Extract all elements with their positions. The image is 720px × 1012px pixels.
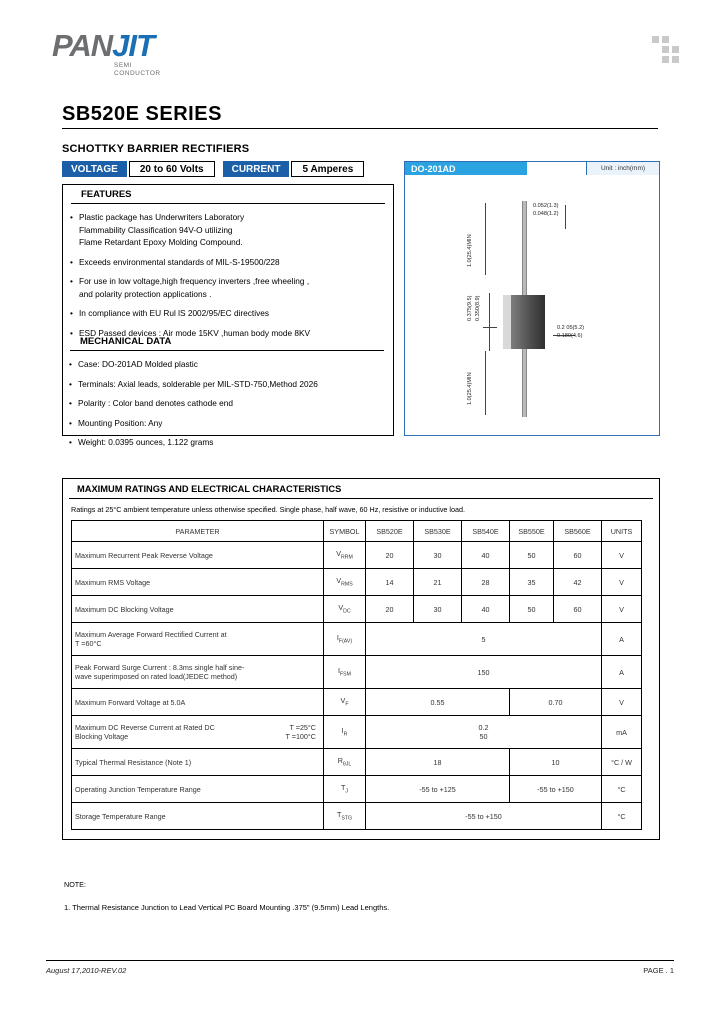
cell-value: 28 [462, 569, 510, 596]
cell-value: 20 [366, 596, 414, 623]
mechanical-item: • Polarity : Color band denotes cathode end [62, 397, 392, 410]
cell-value: 50 [510, 542, 554, 569]
cathode-band [503, 295, 511, 349]
cell-units: V [602, 596, 642, 623]
cell-value: 30 [414, 596, 462, 623]
mechanical-item: • Case: DO-201AD Molded plastic [62, 358, 392, 371]
current-value: 5 Amperes [291, 161, 364, 177]
table-row [72, 689, 642, 716]
mechanical-item: • Terminals: Axial leads, solderable per MIL-STD-750,Method 2026 [62, 378, 392, 391]
feature-item: • ESD Passed devices : Air mode 15KV ,human body mode 8KV [63, 327, 393, 340]
param-name: Maximum RMS Voltage [72, 569, 324, 596]
voltage-label: VOLTAGE [62, 161, 127, 177]
cell-value-span: -55 to +150 [366, 803, 602, 830]
cell-value: 10 [510, 749, 602, 776]
logo-subtext: SEMI CONDUCTOR [114, 62, 161, 77]
footer-divider [46, 960, 674, 961]
note-text: 1. Thermal Resistance Junction to Lead Vertical PC Board Mounting .375" (9.5mm) Lead Lengths. [64, 903, 390, 912]
feature-item-cont: Flammability Classification 94V-O utilizing [79, 224, 233, 235]
document-subtitle: SCHOTTKY BARRIER RECTIFIERS [62, 143, 250, 155]
dim-left-mid-1: 0.375(9.5) [467, 295, 473, 321]
dim-left-top: 1.0(25.4)MIN [467, 234, 473, 267]
ratings-box [62, 478, 660, 840]
cell-units: °C / W [602, 749, 642, 776]
footer-page: PAGE . 1 [643, 966, 674, 975]
param-symbol: $I_R$ [324, 716, 366, 749]
table-row [72, 803, 642, 830]
table-row [72, 569, 642, 596]
param-symbol: $I_{F(AV)}$ [324, 623, 366, 656]
param-name: Maximum Forward Voltage at 5.0A [72, 689, 324, 716]
th-units: UNITS [602, 521, 642, 542]
param-name: Operating Junction Temperature Range [72, 776, 324, 803]
mechanical-item: • Mounting Position: Any [62, 417, 392, 430]
cell-units: V [602, 569, 642, 596]
cell-value: 14 [366, 569, 414, 596]
cell-units: A [602, 656, 642, 689]
param-name: Storage Temperature Range [72, 803, 324, 830]
table-row [72, 542, 642, 569]
cell-value: 50 [510, 596, 554, 623]
param-name: Maximum Average Forward Rectified Current at T =60°C [72, 623, 324, 656]
param-symbol: $V_{RMS}$ [324, 569, 366, 596]
table-row [72, 623, 642, 656]
cell-units: °C [602, 803, 642, 830]
feature-item-cont: and polarity protection applications . [79, 288, 212, 299]
th-sb560e: SB560E [554, 521, 602, 542]
table-row [72, 749, 642, 776]
cell-units: °C [602, 776, 642, 803]
dim-top-2: 0.048(1.2) [533, 211, 559, 217]
table-row [72, 776, 642, 803]
param-symbol: $V_{DC}$ [324, 596, 366, 623]
cell-value: 40 [462, 542, 510, 569]
th-sb520e: SB520E [366, 521, 414, 542]
package-header [405, 162, 659, 175]
param-symbol: $I_{FSM}$ [324, 656, 366, 689]
param-symbol: $R_{\theta JL}$ [324, 749, 366, 776]
logo-pan: PAN [52, 28, 113, 63]
param-symbol: $T_{STG}$ [324, 803, 366, 830]
cell-units: V [602, 542, 642, 569]
note-header: NOTE: [64, 880, 86, 889]
param-name: Maximum Recurrent Peak Reverse Voltage [72, 542, 324, 569]
feature-item: • For use in low voltage,high frequency inverters ,free wheeling , [63, 275, 393, 288]
logo-wordmark [52, 28, 232, 64]
dim-right-bot-1: 0.2 05(5.2) [557, 325, 585, 331]
cell-units: A [602, 623, 642, 656]
param-name: Peak Forward Surge Current : 8.3ms single half sine- wave superimposed on rated load(JEDEC method) [72, 656, 324, 689]
feature-item-cont: Flame Retardant Epoxy Molding Compound. [79, 237, 243, 247]
table-header-row [72, 521, 642, 542]
cell-units: V [602, 689, 642, 716]
feature-item: • In compliance with EU Rul lS 2002/95/EC directives [63, 307, 393, 320]
th-sb550e: SB550E [510, 521, 554, 542]
package-name: DO-201AD [405, 162, 527, 175]
cell-value: 21 [414, 569, 462, 596]
table-row [72, 656, 642, 689]
cell-value-span: 5 [366, 623, 602, 656]
cell-value-span: 150 [366, 656, 602, 689]
decorative-dots [652, 36, 680, 62]
param-symbol: $T_J$ [324, 776, 366, 803]
th-sb540e: SB540E [462, 521, 510, 542]
th-symbol: SYMBOL [324, 521, 366, 542]
cell-value: -55 to +150 [510, 776, 602, 803]
ratings-title: MAXIMUM RATINGS AND ELECTRICAL CHARACTERISTICS [69, 479, 653, 499]
th-parameter: PARAMETER [72, 521, 324, 542]
param-name: Maximum DC Blocking Voltage [72, 596, 324, 623]
current-label: CURRENT [223, 161, 290, 177]
cell-value: 35 [510, 569, 554, 596]
mechanical-data-box [62, 336, 392, 447]
package-figure [405, 175, 659, 433]
cell-value: 60 [554, 596, 602, 623]
dim-left-mid-2: 0.350(8.9) [475, 295, 481, 321]
dim-right-bot-2: 0.180(4.6) [557, 333, 583, 339]
voltage-current-bar [62, 161, 364, 177]
voltage-value: 20 to 60 Volts [129, 161, 215, 177]
param-name: Maximum DC Reverse Current at Rated DC T =25°C Blocking Voltage T =100°C [72, 716, 324, 749]
cell-value: 0.70 [510, 689, 602, 716]
table-row [72, 716, 642, 749]
cell-value: 42 [554, 569, 602, 596]
param-symbol: $V_F$ [324, 689, 366, 716]
cell-value: 30 [414, 542, 462, 569]
cell-value: -55 to +125 [366, 776, 510, 803]
feature-item: • Plastic package has Underwriters Laboratory [63, 211, 393, 224]
cell-value: 18 [366, 749, 510, 776]
page-title: SB520E SERIES [62, 103, 222, 125]
cell-value: 60 [554, 542, 602, 569]
package-unit: Unit : inch(mm) [586, 162, 659, 175]
dim-left-bot: 1.0(25.4)MIN [467, 372, 473, 405]
cell-value-stack: 0.2 50 [366, 716, 602, 749]
title-divider [62, 128, 658, 129]
feature-item: • Exceeds environmental standards of MIL-S-19500/228 [63, 256, 393, 269]
cell-value: 0.55 [366, 689, 510, 716]
mechanical-item: • Weight: 0.0395 ounces, 1.122 grams [62, 436, 392, 449]
ratings-table [71, 520, 642, 830]
package-drawing-box [404, 161, 660, 436]
param-name: Typical Thermal Resistance (Note 1) [72, 749, 324, 776]
dim-top-1: 0.052(1.3) [533, 203, 559, 209]
cell-value: 40 [462, 596, 510, 623]
mechanical-title: MECHANICAL DATA [70, 336, 384, 351]
cell-units: mA [602, 716, 642, 749]
param-symbol: $V_{RRM}$ [324, 542, 366, 569]
logo-jit: JIT [112, 28, 154, 63]
footer-revision: August 17,2010-REV.02 [46, 966, 127, 975]
table-row [72, 596, 642, 623]
features-title: FEATURES [71, 185, 385, 204]
th-sb530e: SB530E [414, 521, 462, 542]
cell-value: 20 [366, 542, 414, 569]
company-logo [52, 28, 232, 78]
ratings-note: Ratings at 25°C ambient temperature unless otherwise specified. Single phase, half wave, 60 Hz, resistive or inductive load. [71, 505, 465, 514]
